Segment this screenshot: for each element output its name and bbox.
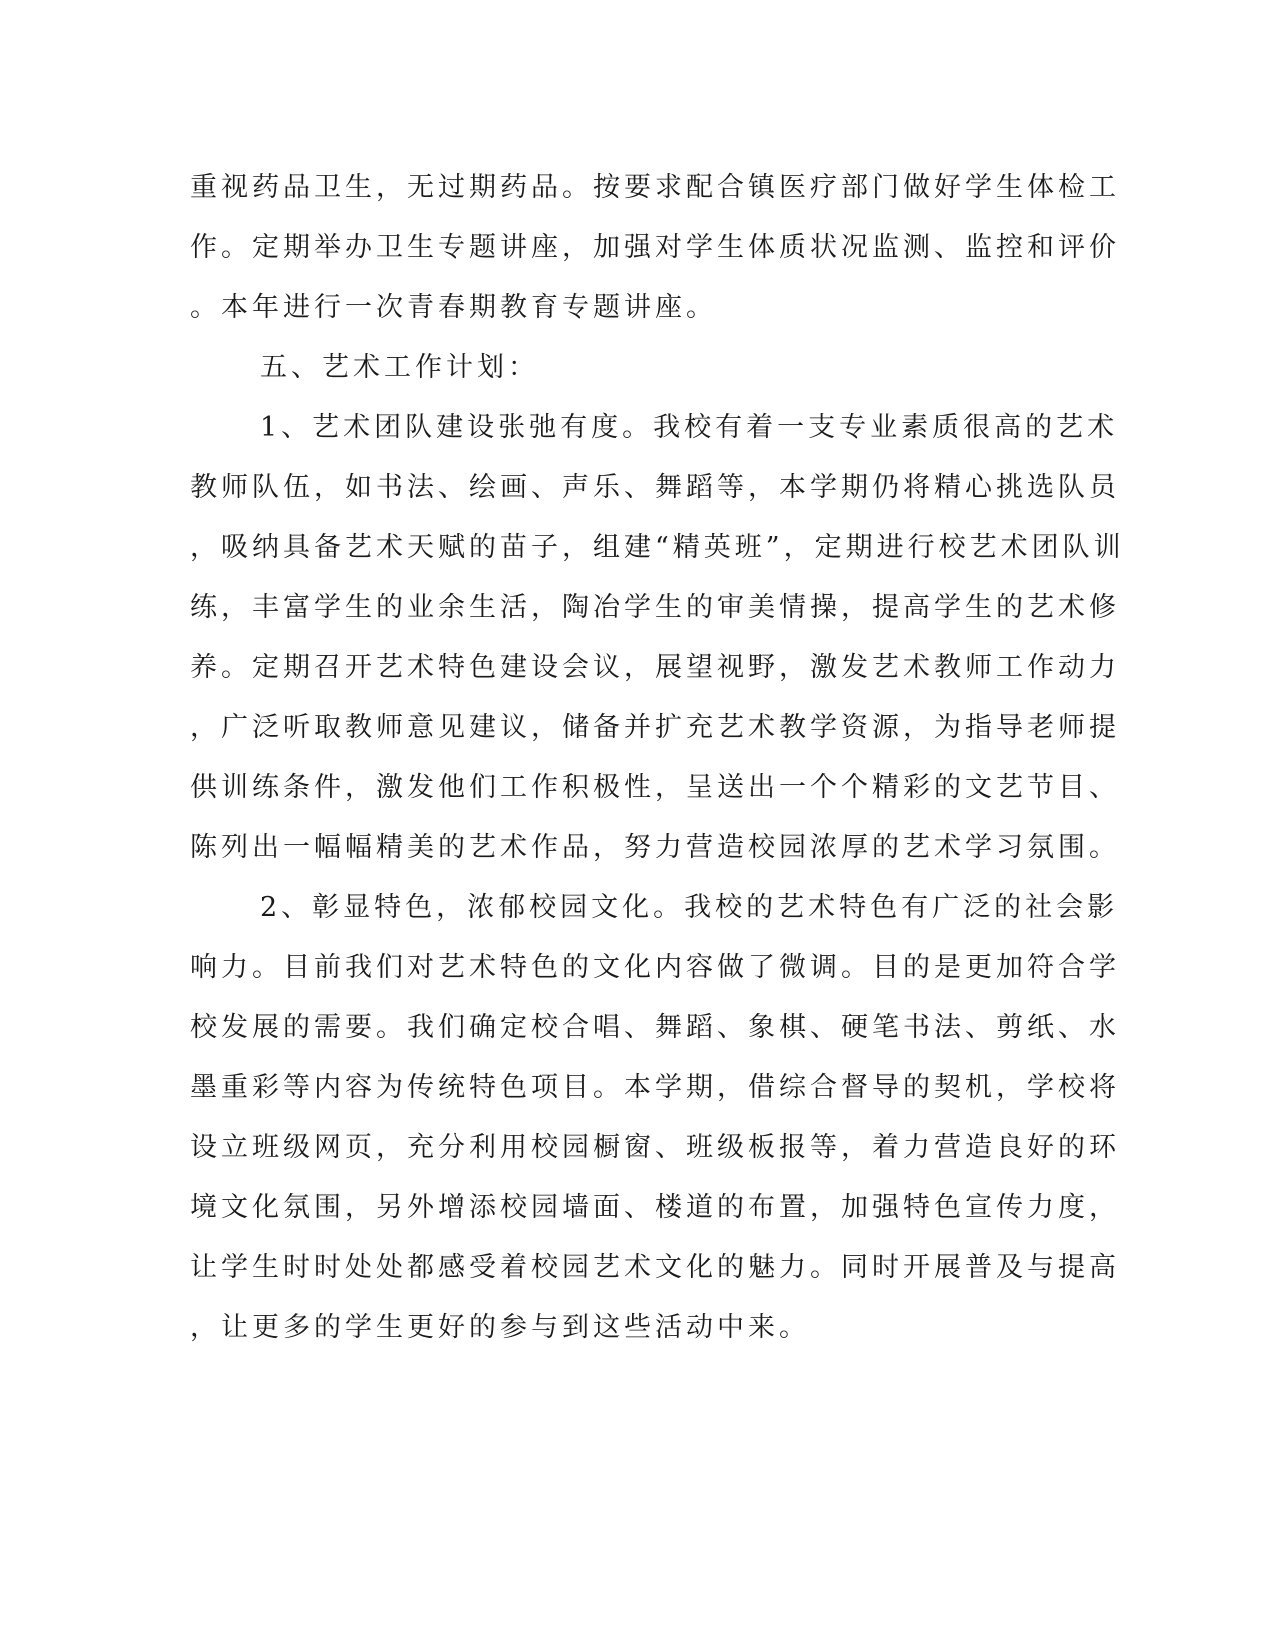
text-line: 境文化氛围，另外增添校园墙面、楼道的布置，加强特色宣传力度， (190, 1192, 1120, 1223)
text-line: 重视药品卫生，无过期药品。按要求配合镇医疗部门做好学生体检工 (190, 172, 1120, 203)
text-line: 1、艺术团队建设张弛有度。我校有着一支专业素质很高的艺术 (260, 412, 1119, 443)
text-line: 墨重彩等内容为传统特色项目。本学期，借综合督导的契机，学校将 (190, 1072, 1120, 1103)
text-line: 。本年进行一次青春期教育专题讲座。 (190, 292, 717, 323)
paragraph-2 (190, 878, 1120, 1358)
text-line: ，吸纳具备艺术天赋的苗子，组建“精英班”，定期进行校艺术团队训 (190, 532, 1125, 563)
text-line: 教师队伍，如书法、绘画、声乐、舞蹈等，本学期仍将精心挑选队员 (190, 472, 1120, 503)
paragraph-1 (190, 398, 1125, 878)
text-line: 校发展的需要。我们确定校合唱、舞蹈、象棋、硬笔书法、剪纸、水 (190, 1012, 1120, 1043)
text-line: 响力。目前我们对艺术特色的文化内容做了微调。目的是更加符合学 (190, 952, 1120, 983)
text-line: 设立班级网页，充分利用校园橱窗、班级板报等，着力营造良好的环 (190, 1132, 1120, 1163)
text-line: 陈列出一幅幅精美的艺术作品，努力营造校园浓厚的艺术学习氛围。 (190, 832, 1120, 863)
text-line: 2、彰显特色，浓郁校园文化。我校的艺术特色有广泛的社会影 (260, 892, 1119, 923)
text-line: ，广泛听取教师意见建议，储备并扩充艺术教学资源，为指导老师提 (190, 712, 1120, 743)
text-line: 让学生时时处处都感受着校园艺术文化的魅力。同时开展普及与提高 (190, 1252, 1120, 1283)
section-heading: 五、艺术工作计划： (260, 352, 539, 383)
text-line: ，让更多的学生更好的参与到这些活动中来。 (190, 1312, 810, 1343)
document-body (190, 158, 1125, 1358)
text-line: 练，丰富学生的业余生活，陶冶学生的审美情操，提高学生的艺术修 (190, 592, 1120, 623)
text-line: 养。定期召开艺术特色建设会议，展望视野，激发艺术教师工作动力 (190, 652, 1120, 683)
text-line: 供训练条件，激发他们工作积极性，呈送出一个个精彩的文艺节目、 (190, 772, 1120, 803)
text-line: 作。定期举办卫生专题讲座，加强对学生体质状况监测、监控和评价 (190, 232, 1120, 263)
paragraph-intro (190, 158, 1120, 338)
